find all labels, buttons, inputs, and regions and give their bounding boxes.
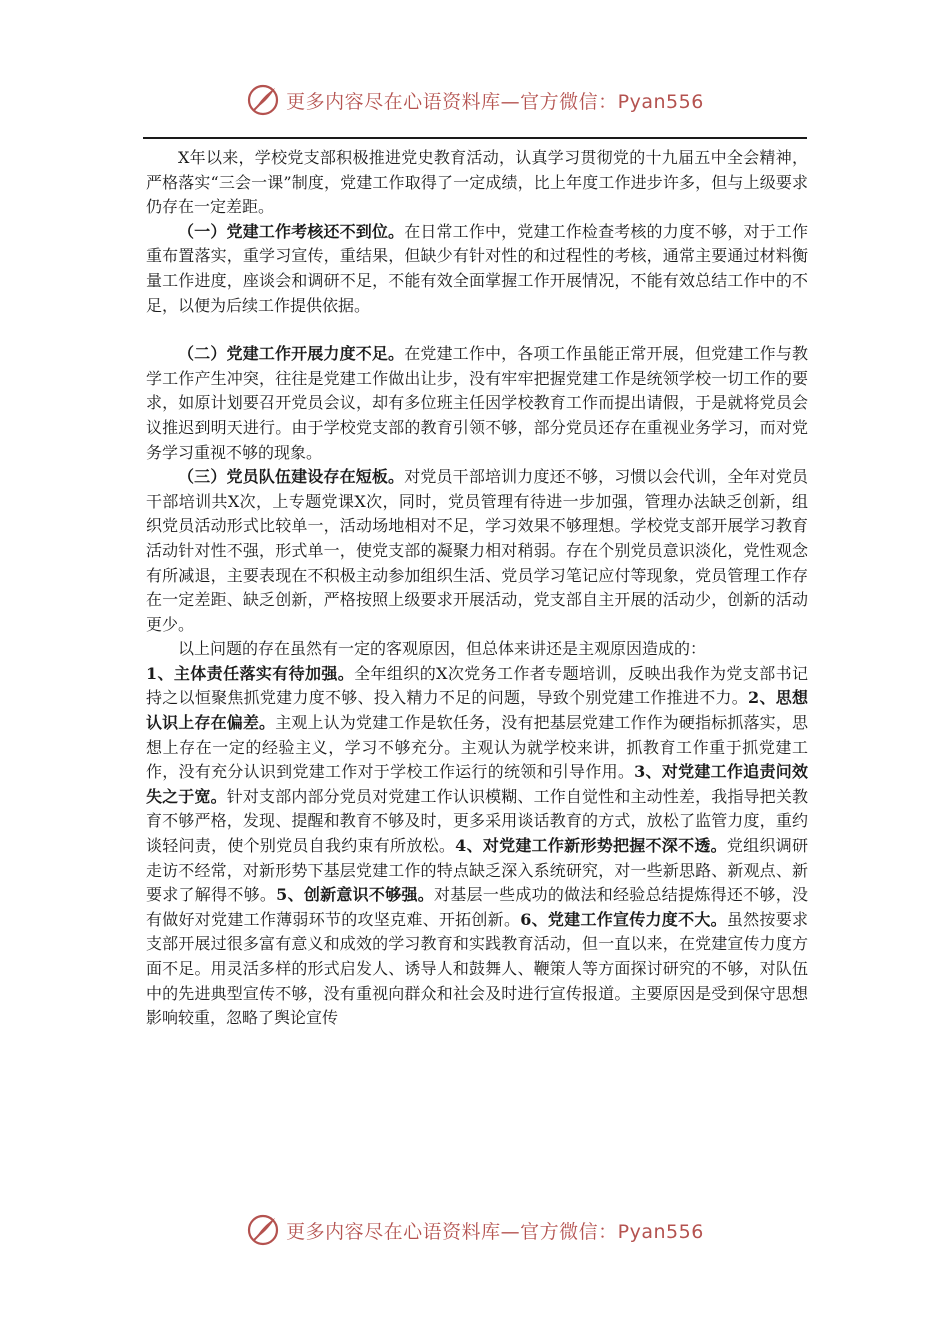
document-body (146, 146, 808, 1031)
section-2-heading: （二）党建工作开展力度不足。 (178, 344, 405, 364)
footer-banner (0, 1210, 950, 1250)
section-1-paragraph: （一）党建工作考核还不到位。在日常工作中，党建工作检查考核的力度不够，对于工作重布置落实，重学习宣传，重结果，但缺少有针对性的和过程性的考核，通常主要通过材料衡量工作进度，座谈会和调研不足，不能有效全面掌握工作开展情况，不能有效总结工作中的不足，以便为后续工作提供依据。 (146, 221, 808, 315)
section-1-heading: （一）党建工作考核还不到位。 (178, 221, 405, 241)
footer-banner-text: 更多内容尽在心语资料库—官方微信：Pyan556 (286, 1220, 704, 1243)
header-banner-text: 更多内容尽在心语资料库—官方微信：Pyan556 (286, 90, 704, 113)
causes-paragraph: 以上问题的存在虽然有一定的客观原因，但总体来讲还是主观原因造成的： (178, 639, 707, 659)
quill-pen-logo-icon (246, 1213, 280, 1247)
cause-5-heading: 5、创新意识不够强。 (276, 885, 435, 905)
cause-1-heading: 1、主体责任落实有待加强。 (146, 663, 355, 683)
cause-3-heading: 3、对党建工作追责问效失之于宽。 (146, 762, 808, 806)
cause-4-heading: 4、对党建工作新形势把握不深不透。 (455, 836, 727, 856)
cause-2-heading: 2、思想认识上存在偏差。 (146, 688, 808, 733)
section-3-heading: （三）党员队伍建设存在短板。 (178, 467, 405, 487)
quill-pen-logo-icon (246, 83, 280, 117)
header-divider (143, 137, 807, 139)
cause-6-heading: 6、党建工作宣传力度不大。 (520, 909, 727, 929)
causes-list-paragraph: 1、主体责任落实有待加强。全年组织的X次党务工作者专题培训，反映出我作为党支部书记持之以恒聚焦抓党建力度不够、投入精力不足的问题，导致个别党建工作推进不力。2、思想认识上存在偏差。主观上认为党建工作是软任务，没有把基层党建工作作为硬指标抓落实，思想上存在一定的经验主义，学习不够充分。主观认为就学校来讲，抓教育工作重于抓党建工作，没有充分认识到党建工作对于学校工作运行的统领和引导作用。3、对党建工作追责问效失之于宽。针对支部内部分党员对党建工作认识模糊、工作自觉性和主动性差，我指导把关教育不够严格，发现、提醒和教育不够及时，更多采用谈话教育的方式，放松了监管力度，重约谈轻问责，使个别党员自我约束有所放松。4、对党建工作新形势把握不深不透。党组织调研走访不经常，对新形势下基层党建工作的特点缺乏深入系统研究，对一些新思路、新观点、新要求了解得不够。5、创新意识不够强。对基层一些成功的做法和经验总结提炼得还不够，没有做好对党建工作薄弱环节的攻坚克难、开拓创新。6、党建工作宣传力度不大。虽然按要求支部开展过很多富有意义和成效的学习教育和实践教育活动，但一直以来，在党建宣传力度方面不足。用灵活多样的形式启发人、诱导人和鼓舞人、鞭策人等方面探讨研究的不够，对队伍中的先进典型宣传不够，没有重视向群众和社会及时进行宣传报道。主要原因是受到保守思想影响较重，忽略了舆论宣传 (146, 663, 808, 1028)
section-3-paragraph: （三）党员队伍建设存在短板。对党员干部培训力度还不够，习惯以会代训，全年对党员干部培训共X次，上专题党课X次，同时，党员管理有待进一步加强，管理办法缺乏创新，组织党员活动形式比较单一，活动场地相对不足，学习效果不够理想。学校党支部开展学习教育活动针对性不强，形式单一，使党支部的凝聚力相对稍弱。存在个别党员意识淡化，党性观念有所减退，主要表现在不积极主动参加组织生活、党员学习笔记应付等现象，党员管理工作存在一定差距、缺乏创新，严格按照上级要求开展活动，党支部自主开展的活动少，创新的活动更少。 (146, 467, 808, 634)
intro-paragraph: X年以来，学校党支部积极推进党史教育活动，认真学习贯彻党的十九届五中全会精神，严格落实“三会一课”制度，党建工作取得了一定成绩，比上年度工作进步许多，但与上级要求仍存在一定差距。 (146, 148, 808, 217)
header-banner (0, 80, 950, 120)
section-2-paragraph: （二）党建工作开展力度不足。在党建工作中，各项工作虽能正常开展，但党建工作与教学工作产生冲突，往往是党建工作做出让步，没有牢牢把握党建工作是统领学校一切工作的要求，如原计划要召开党员会议，却有多位班主任因学校教育工作而提出请假，于是就将党员会议推迟到明天进行。由于学校党支部的教育引领不够，部分党员还存在重视业务学习，而对党务学习重视不够的现象。 (146, 344, 808, 462)
